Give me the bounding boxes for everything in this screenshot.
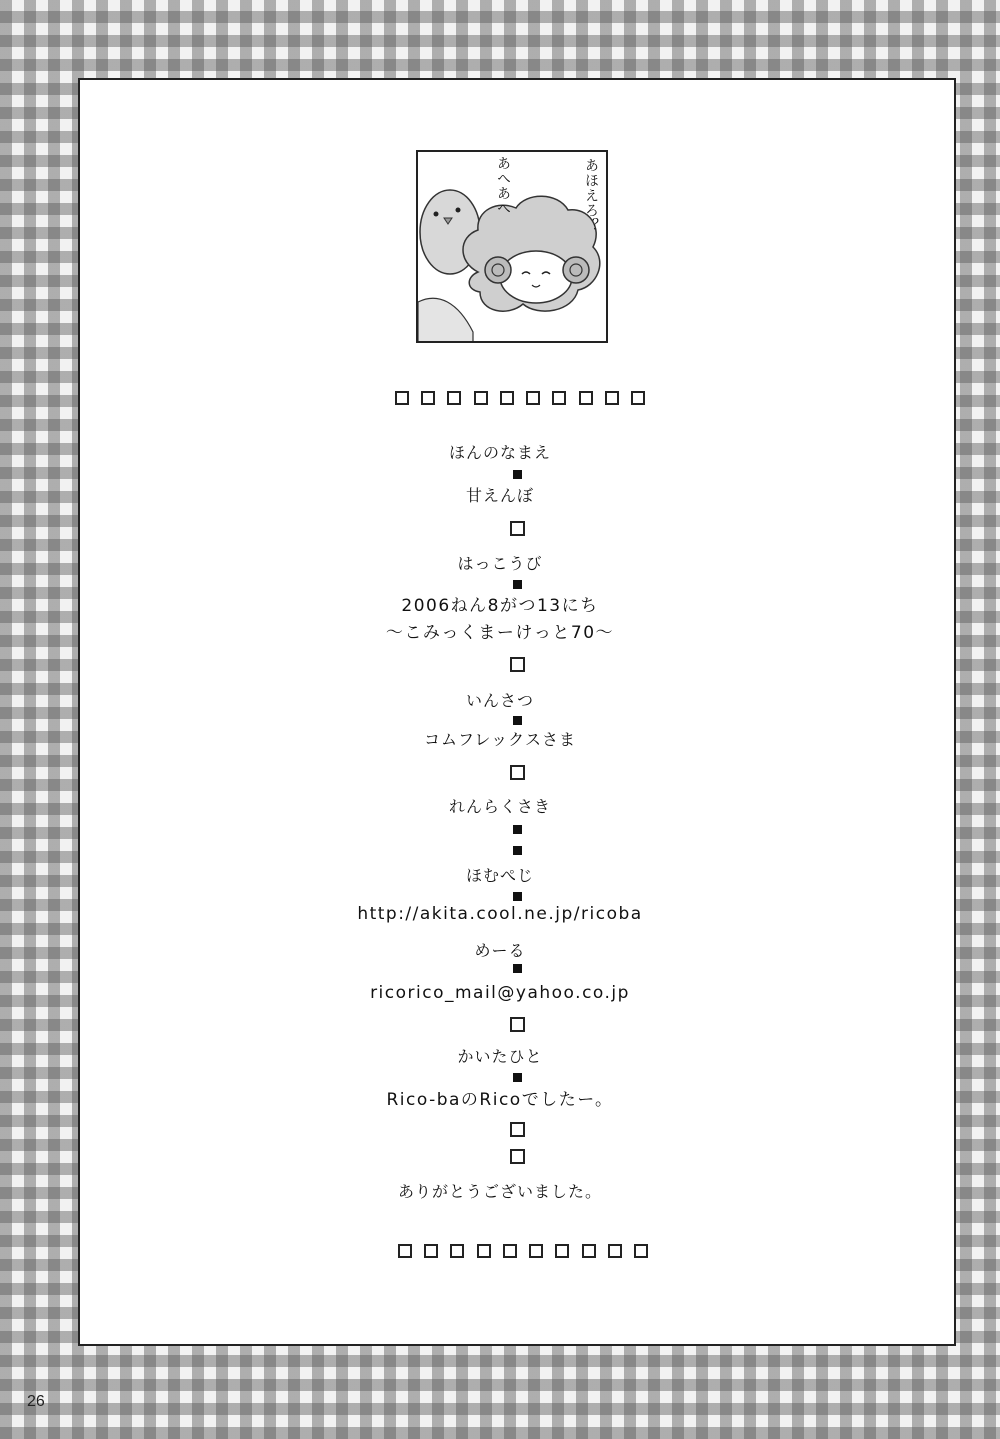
- hollow-square-icon: [510, 1122, 525, 1137]
- print-label: いんさつ: [465, 691, 534, 710]
- hollow-square-icon: [526, 391, 540, 405]
- hollow-square-icon: [510, 1149, 525, 1164]
- hollow-square-icon: [474, 391, 488, 405]
- hollow-square-icon: [447, 391, 461, 405]
- sheep-illustration-panel: [416, 150, 608, 343]
- hollow-square-icon: [510, 657, 525, 672]
- hollow-square-icon: [582, 1244, 596, 1258]
- filled-square-icon: [513, 580, 522, 589]
- hollow-square-icon: [398, 1244, 412, 1258]
- mail-address[interactable]: ricorico_mail@yahoo.co.jp: [370, 983, 630, 1003]
- date-label: はっこうび: [457, 554, 543, 573]
- filled-square-icon: [513, 846, 522, 855]
- author-label: かいたひと: [457, 1047, 543, 1066]
- event-value: 〜こみっくまーけっと70〜: [385, 623, 615, 643]
- homepage-url[interactable]: http://akita.cool.ne.jp/ricoba: [357, 904, 643, 924]
- hollow-square-icon: [421, 391, 435, 405]
- mail-label: めーる: [474, 941, 526, 960]
- filled-square-icon: [513, 716, 522, 725]
- author-value: Rico-baのRicoでしたー。: [386, 1090, 614, 1110]
- sheep-illustration: [418, 152, 608, 343]
- filled-square-icon: [513, 964, 522, 973]
- filled-square-icon: [513, 1073, 522, 1082]
- date-value: 2006ねん8がつ13にち: [401, 596, 599, 616]
- speech-text-right: あほえろ？: [583, 158, 599, 233]
- hollow-square-icon: [579, 391, 593, 405]
- title-value: 甘えんぼ: [465, 486, 534, 505]
- hollow-square-icon: [631, 391, 645, 405]
- filled-square-icon: [513, 470, 522, 479]
- hollow-square-icon: [424, 1244, 438, 1258]
- hollow-square-icon: [477, 1244, 491, 1258]
- page-number: 26: [27, 1393, 45, 1410]
- bottom-square-divider: [398, 1244, 648, 1258]
- hollow-square-icon: [503, 1244, 517, 1258]
- top-square-divider: [395, 391, 645, 405]
- hollow-square-icon: [500, 391, 514, 405]
- hollow-square-icon: [555, 1244, 569, 1258]
- contact-label: れんらくさき: [448, 797, 551, 816]
- hollow-square-icon: [605, 391, 619, 405]
- speech-text-left: あへあへ: [495, 156, 511, 216]
- hollow-square-icon: [529, 1244, 543, 1258]
- hollow-square-icon: [634, 1244, 648, 1258]
- filled-square-icon: [513, 892, 522, 901]
- homepage-label: ほむぺじ: [465, 866, 534, 885]
- hollow-square-icon: [510, 1017, 525, 1032]
- print-value: コムフレックスさま: [423, 730, 577, 749]
- hollow-square-icon: [395, 391, 409, 405]
- hollow-square-icon: [450, 1244, 464, 1258]
- thanks-message: ありがとうございました。: [397, 1182, 602, 1201]
- hollow-square-icon: [608, 1244, 622, 1258]
- title-label: ほんのなまえ: [448, 443, 551, 462]
- hollow-square-icon: [552, 391, 566, 405]
- hollow-square-icon: [510, 521, 525, 536]
- filled-square-icon: [513, 825, 522, 834]
- hollow-square-icon: [510, 765, 525, 780]
